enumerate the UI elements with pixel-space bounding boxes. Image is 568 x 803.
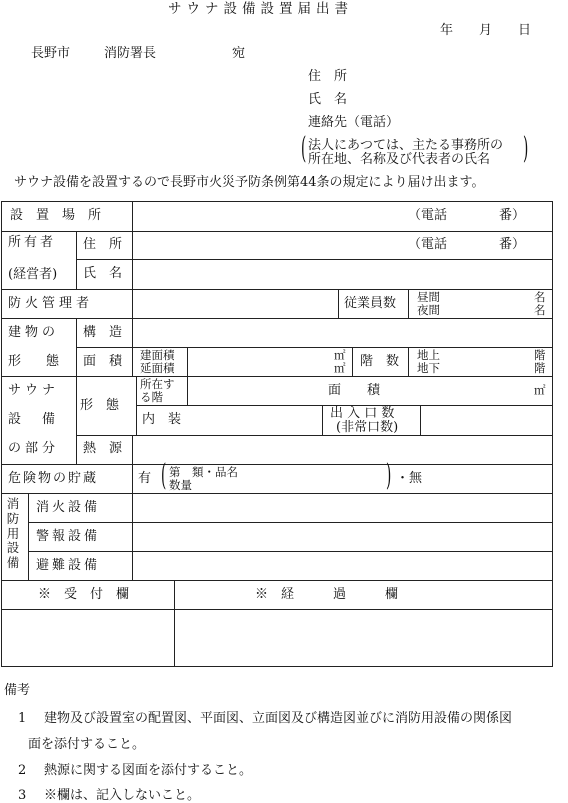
entrances-label: 出 入 口 数 [330,406,395,421]
below-ground-unit: 階 [534,361,546,375]
building-form-label-2: 形 態 [8,354,66,369]
heat-source-label: 熱 源 [83,441,123,456]
above-ground-label: 地上 [417,348,440,362]
owner-label-sub: (経営者) [8,267,58,282]
corp-note-line-2: 所在地、名称及び代表者の氏名 [308,152,491,167]
owner-address-label: 住 所 [83,237,123,252]
owner-label: 所有者 [8,235,57,250]
progress-field[interactable] [175,610,552,666]
recipient-city: 長野市 [31,46,71,61]
area-label: 面 積 [83,354,123,369]
emergency-exits-label: (非常口数) [336,420,399,435]
sauna-part-label-2: 設 備 [8,412,60,427]
reception-field[interactable] [2,610,173,666]
located-floor-label-2: る階 [140,390,163,404]
notes-heading: 備考 [4,683,31,698]
floors-label: 階 数 [360,354,400,369]
note-3-text: ※欄は、記入しないこと。 [44,788,201,803]
extinguishing-label: 消火設備 [36,500,101,515]
floor-area-unit: ㎡ [334,361,346,375]
applicant-address-label: 住 所 [308,69,348,84]
note-1-line-1: 建物及び設置室の配置図、平面図、立面図及び構造図並びに消防用設備の関係図 [44,711,513,726]
owner-name-label: 氏 名 [83,266,123,281]
note-1-number: 1 [18,711,27,726]
above-ground-unit: 階 [534,348,546,362]
sauna-area-unit: ㎡ [534,383,546,397]
corp-note-line-1: 法人にあつては、主たる事務所の [308,138,504,153]
fire-equipment-label: 消防用設備 [6,496,20,570]
located-floor-label-1: 所在す [140,377,175,391]
evacuation-label: 避難設備 [36,558,101,573]
daytime-unit: 名 [534,290,546,304]
corp-note-open-paren: ( [301,131,307,166]
alarm-label: 警報設備 [36,529,101,544]
nighttime-label: 夜間 [417,303,440,317]
note-3-number: 3 [18,788,27,803]
building-area-label: 建面積 [140,348,175,362]
sauna-form-label: 形 態 [80,398,120,413]
hazmat-close-paren: ) [386,458,392,493]
recipient-chief: 消防署長 [104,46,157,61]
progress-column-header: ※ 経 過 欄 [255,587,399,602]
employee-count-label: 従業員数 [344,296,397,311]
applicant-contact-label: 連絡先（電話） [308,115,400,130]
install-location-phone: （電話 番） [408,208,526,223]
hazmat-yes: 有 [138,471,152,486]
hazmat-type-label: 第 類・品名 [169,465,238,479]
hazmat-no: ・無 [396,471,423,486]
recipient-honorific: 宛 [232,46,246,61]
note-1-line-2: 面を添付すること。 [28,737,146,752]
applicant-name-label: 氏 名 [308,92,348,107]
corp-note-close-paren: ) [523,131,529,166]
nighttime-unit: 名 [534,303,546,317]
hazmat-open-paren: ( [161,458,167,493]
declaration-text: サウナ設備を設置するので長野市火災予防条例第44条の規定により届け出ます。 [14,175,485,190]
owner-phone: （電話 番） [408,237,526,252]
hazmat-storage-label: 危険物の貯蔵 [8,471,99,486]
below-ground-label: 地下 [417,361,440,375]
sauna-part-label-3: の部分 [8,441,60,456]
sauna-part-label-1: サウナ [8,383,60,398]
floor-area-label: 延面積 [140,361,175,375]
daytime-label: 昼間 [417,290,440,304]
interior-label: 内 装 [142,412,182,427]
form-title: サウナ設備設置届出書 [168,1,353,17]
fire-manager-label: 防火管理者 [8,296,94,311]
date-line: 年 月 日 [440,23,532,38]
note-2-number: 2 [18,763,27,778]
building-form-label: 建物の [8,325,60,340]
reception-column-header: ※ 受 付 欄 [38,587,130,602]
note-2-text: 熱源に関する図面を添付すること。 [44,763,253,778]
hazmat-qty-label: 数量 [169,478,192,492]
structure-label: 構 造 [83,325,123,340]
sauna-area-label: 面 積 [328,383,381,398]
building-area-unit: ㎡ [334,348,346,362]
install-location-label: 設 置 場 所 [10,208,102,223]
